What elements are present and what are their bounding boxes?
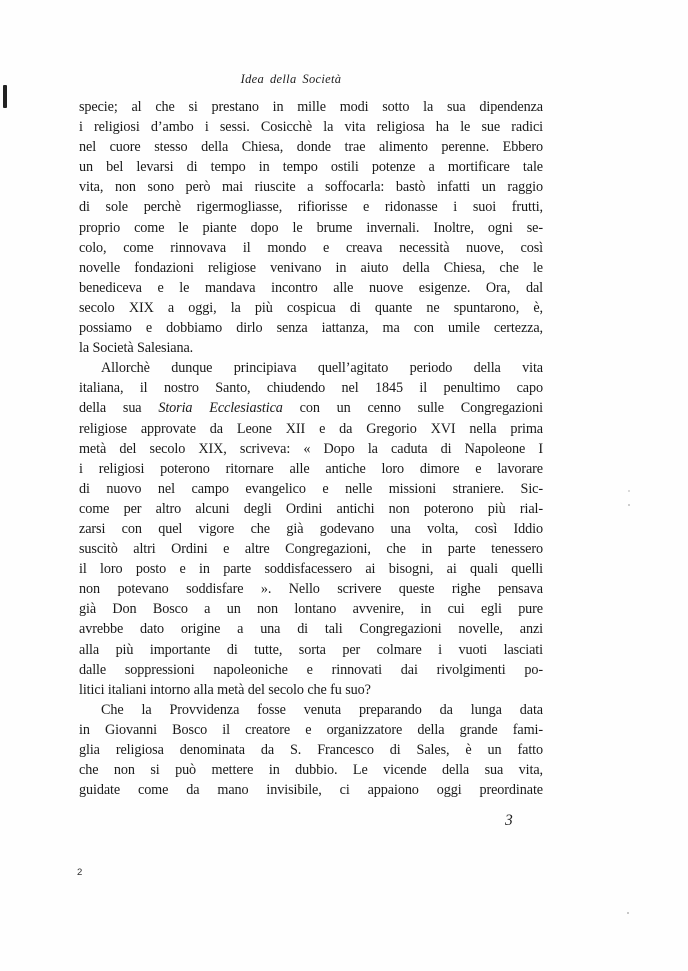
- text-line: Che la Provvidenza fosse venuta preparando da lunga data: [101, 701, 543, 718]
- scan-speck: [627, 912, 629, 914]
- text-line: alla più importante di tutte, sorta per colmare i vuoti lasciati: [79, 641, 543, 658]
- text-line: guidate come da mano invisibile, ci appaiono oggi preordinate: [79, 782, 543, 799]
- text-line: glia religiosa denominata da S. Francesco di Sales, è un fatto: [79, 742, 543, 758]
- text-line: la Società Salesiana.: [79, 340, 194, 357]
- text-line: che non si può mettere in dubbio. Le vicende della sua vita,: [79, 762, 543, 779]
- text-line: di sole perchè rigermogliasse, rifiorisse e ridonasse i suoi frutti,: [79, 199, 543, 216]
- text-line: della sua Storia Ecclesiastica con un cenno sulle Congregazioni: [79, 400, 543, 417]
- text-line: benediceva e le mandava incontro alle nuove esigenze. Ora, dal: [79, 279, 543, 296]
- page-number: 3: [505, 812, 513, 829]
- text-line: possiamo e dobbiamo dirlo senza iattanza, ma con umile certezza,: [79, 320, 543, 337]
- text-line: Allorchè dunque principiava quell’agitato periodo della vita: [101, 360, 543, 377]
- signature-mark: 2: [77, 867, 83, 878]
- text-line: avrebbe dato origine a una di tali Congregazioni novelle, anzi: [79, 621, 543, 638]
- text-line: suscitò altri Ordini e altre Congregazioni, che in parte tenessero: [79, 541, 543, 558]
- running-head: Idea della Società: [240, 72, 342, 86]
- text-line: italiana, il nostro Santo, chiudendo nel 1845 il penultimo capo: [79, 380, 543, 397]
- margin-mark: [3, 85, 7, 108]
- text-line: specie; al che si prestano in mille modi sotto la sua dipendenza: [79, 99, 543, 115]
- text-line: i religiosi poterono ritornare alle antiche loro dimore e lavorare: [79, 460, 543, 477]
- text-line: secolo XIX a oggi, la più cospicua di quante ne spuntarono, è,: [79, 299, 543, 316]
- page-body-text: [79, 97, 543, 800]
- text-line: un bel levarsi di tempo in tempo ostili potenze a mortificare tale: [79, 159, 543, 176]
- text-line: litici italiani intorno alla metà del secolo che fu suo?: [79, 681, 371, 698]
- text-line: come per altro alcuni degli Ordini antichi non poterono più rial-: [79, 500, 543, 517]
- text-line: in Giovanni Bosco il creatore e organizzatore della grande fami-: [79, 721, 543, 738]
- text-line: zarsi con quel vigore che già godevano una volta, così Iddio: [79, 520, 543, 537]
- text-line: metà del secolo XIX, scriveva: « Dopo la caduta di Napoleone I: [79, 440, 543, 457]
- text-line: religiose approvate da Leone XII e da Gregorio XVI nella prima: [79, 420, 543, 437]
- text-line: novelle fondazioni religiose venivano in aiuto della Chiesa, che le: [79, 259, 543, 276]
- italic-book-title: Storia Ecclesiastica: [158, 400, 283, 417]
- text-line: colo, come rinnovava il mondo e creava necessità nuove, così: [79, 239, 543, 256]
- text-line: di nuovo nel campo evangelico e nelle missioni straniere. Sic-: [79, 480, 543, 497]
- text-line: vita, non sono però mai riuscite a soffocarla: bastò infatti un raggio: [79, 179, 543, 196]
- text-line: il loro posto e in parte soddisfacessero ai bisogni, ai quali quelli: [79, 561, 543, 578]
- scan-speck: [628, 504, 630, 506]
- text-line: i religiosi d’ambo i sessi. Cosicchè la vita religiosa ha le sue radici: [79, 119, 543, 136]
- text-line: proprio come le piante dopo le brume invernali. Inoltre, ogni se-: [79, 219, 543, 236]
- text-line: non potevano soddisfare ». Nello scrivere queste righe pensava: [79, 581, 543, 598]
- text-line: nel cuore stesso della Chiesa, donde trae alimento perenne. Ebbero: [79, 139, 543, 156]
- text-line: dalle soppressioni napoleoniche e rinnovati dai rivolgimenti po-: [79, 661, 543, 678]
- scan-speck: [628, 490, 630, 492]
- text-line: già Don Bosco a un non lontano avvenire, in cui egli pure: [79, 601, 543, 618]
